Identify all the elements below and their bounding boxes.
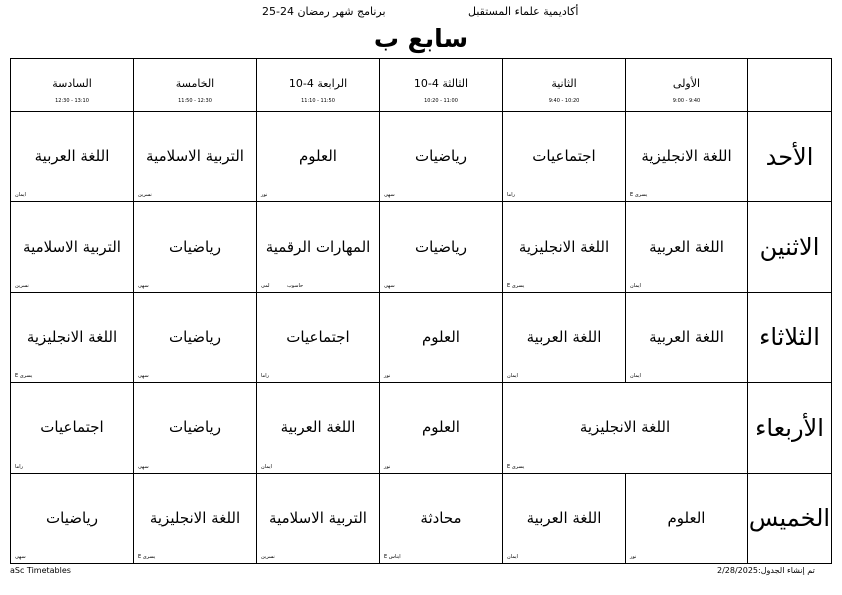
- lesson-cell: [380, 292, 503, 382]
- lesson-teacher: E يسرى: [630, 192, 648, 199]
- lesson-teacher: نسرين: [138, 192, 152, 199]
- lesson-subject: اللغة العربية: [649, 328, 724, 347]
- lesson-subject: العلوم: [422, 418, 460, 437]
- lesson-subject: اللغة الانجليزية: [26, 328, 118, 347]
- lesson-subject: رياضيات: [415, 237, 467, 256]
- lesson-subject: رياضيات: [169, 328, 221, 347]
- period-header: [503, 59, 626, 112]
- period-header: [134, 59, 257, 112]
- period-name: السادسة: [52, 77, 92, 90]
- lesson-cell: [626, 202, 748, 292]
- academy-name: أكاديمية علماء المستقبل: [468, 5, 579, 18]
- lesson-teacher: E يسرى: [507, 282, 525, 289]
- lesson-cell: [503, 112, 626, 202]
- lesson-teacher: سهى: [384, 282, 395, 289]
- lesson-subject: اللغة العربية: [526, 508, 602, 527]
- lesson-teacher: E ايناس: [384, 554, 401, 560]
- period-time: 11:10 - 11:50: [301, 98, 335, 104]
- period-name: الثانية: [551, 77, 577, 90]
- lesson-cell: [11, 112, 134, 202]
- lesson-cell: [11, 383, 134, 473]
- lesson-subject: العلوم: [667, 508, 706, 527]
- day-row: [11, 292, 832, 382]
- lesson-cell: [257, 112, 380, 202]
- lesson-cell: [257, 202, 380, 292]
- lesson-subject: اللغة العربية: [280, 418, 356, 437]
- lesson-cell: [380, 473, 503, 563]
- lesson-cell: [134, 473, 257, 563]
- lesson-cell: [11, 473, 134, 563]
- period-header: [626, 59, 748, 112]
- lesson-cell: [503, 292, 626, 382]
- lesson-cell: [626, 473, 748, 563]
- lesson-teacher: نور: [384, 373, 391, 380]
- lesson-teacher: راما: [15, 463, 24, 470]
- lesson-cell: [257, 383, 380, 473]
- lesson-subject: التربية الاسلامية: [146, 147, 244, 166]
- lesson-subject: اللغة الانجليزية: [579, 418, 671, 437]
- lesson-teacher: نسرين: [15, 282, 29, 289]
- day-row: [11, 112, 832, 202]
- lesson-teacher: ايمان: [630, 282, 641, 289]
- program-name: برنامج شهر رمضان 24-25: [262, 5, 386, 18]
- lesson-subject: العلوم: [422, 328, 460, 347]
- software-credit: aSc Timetables: [10, 566, 71, 575]
- lesson-subject: اللغة العربية: [526, 328, 602, 347]
- lesson-cell: [11, 202, 134, 292]
- lesson-teacher: E يسرى: [507, 463, 525, 470]
- lesson-teacher: راما: [507, 192, 516, 199]
- lesson-teacher: سهى: [384, 192, 395, 199]
- lesson-teacher: نسرين: [261, 554, 275, 560]
- lesson-cell: [134, 112, 257, 202]
- lesson-cell: [134, 292, 257, 382]
- period-time: 9:40 - 10:20: [548, 98, 580, 104]
- lesson-cell: [626, 112, 748, 202]
- timetable: [10, 58, 832, 564]
- lesson-subject: العلوم: [299, 147, 337, 166]
- lesson-teacher: سهى: [138, 463, 149, 470]
- lesson-teacher: راما: [261, 373, 270, 380]
- lesson-subject: اللغة العربية: [649, 237, 724, 256]
- period-time: 12:30 - 13:10: [55, 98, 89, 104]
- day-name: الأربعاء: [748, 383, 832, 473]
- lesson-subject: اللغة العربية: [34, 147, 110, 166]
- lesson-cell: [380, 202, 503, 292]
- period-header: [257, 59, 380, 112]
- lesson-cell: [11, 292, 134, 382]
- lesson-subject: اللغة الانجليزية: [641, 147, 732, 166]
- lesson-cell: [134, 383, 257, 473]
- period-time: 10:20 - 11:00: [424, 98, 458, 104]
- lesson-cell: [257, 473, 380, 563]
- lesson-room: حاسوب: [287, 282, 304, 289]
- class-title: سابع ب: [373, 24, 469, 53]
- day-row: [11, 383, 832, 473]
- lesson-subject: اللغة الانجليزية: [518, 237, 610, 256]
- day-row: [11, 473, 832, 563]
- period-time: 11:50 - 12:30: [178, 98, 212, 104]
- lesson-teacher: ايمان: [15, 192, 26, 199]
- lesson-subject: اجتماعيات: [40, 418, 104, 437]
- period-name: الثالثة 4-10: [413, 77, 469, 90]
- day-name: الاثنين: [748, 202, 832, 292]
- lesson-teacher: ايمان: [630, 373, 641, 380]
- lesson-cell: [380, 112, 503, 202]
- lesson-subject: محادثة: [420, 508, 462, 527]
- lesson-cell: [134, 202, 257, 292]
- lesson-subject: التربية الاسلامية: [269, 508, 367, 527]
- lesson-subject: اجتماعيات: [532, 147, 596, 166]
- lesson-cell: [626, 292, 748, 382]
- lesson-cell: [380, 383, 503, 473]
- period-name: الرابعة 4-10: [288, 77, 348, 90]
- creation-date: تم إنشاء الجدول:2/28/2025: [717, 566, 815, 575]
- period-name: الخامسة: [175, 77, 215, 90]
- period-time: 9:00 - 9:40: [672, 98, 701, 104]
- lesson-cell: [257, 292, 380, 382]
- lesson-subject: المهارات الرقمية: [265, 237, 371, 256]
- lesson-teacher: لمى: [261, 282, 270, 289]
- lesson-subject: رياضيات: [415, 147, 467, 166]
- period-header: [11, 59, 134, 112]
- day-name: الأحد: [748, 112, 832, 202]
- lesson-teacher: E يسرى: [15, 373, 33, 380]
- period-header-row: [11, 59, 832, 112]
- corner-cell: [748, 59, 832, 112]
- day-row: [11, 202, 832, 292]
- lesson-subject: اجتماعيات: [286, 328, 350, 347]
- lesson-teacher: ايمان: [507, 554, 518, 560]
- period-name: الأولى: [672, 77, 701, 90]
- lesson-teacher: نور: [261, 192, 268, 199]
- period-header: [380, 59, 503, 112]
- lesson-teacher: ايمان: [261, 463, 272, 470]
- lesson-cell: [503, 383, 748, 473]
- day-name: الخميس: [748, 473, 832, 563]
- lesson-subject: رياضيات: [169, 418, 221, 437]
- lesson-teacher: نور: [384, 463, 391, 470]
- lesson-teacher: سهى: [138, 282, 149, 289]
- lesson-teacher: E يسرى: [138, 554, 156, 560]
- lesson-teacher: ايمان: [507, 373, 518, 380]
- lesson-teacher: سهى: [138, 373, 149, 380]
- lesson-cell: [503, 473, 626, 563]
- lesson-cell: [503, 202, 626, 292]
- day-name: الثلاثاء: [748, 292, 832, 382]
- lesson-subject: رياضيات: [46, 508, 98, 527]
- lesson-teacher: نور: [630, 554, 637, 560]
- lesson-teacher: سهى: [15, 554, 26, 560]
- lesson-subject: رياضيات: [169, 237, 221, 256]
- lesson-subject: اللغة الانجليزية: [149, 508, 241, 527]
- lesson-subject: التربية الاسلامية: [23, 237, 121, 256]
